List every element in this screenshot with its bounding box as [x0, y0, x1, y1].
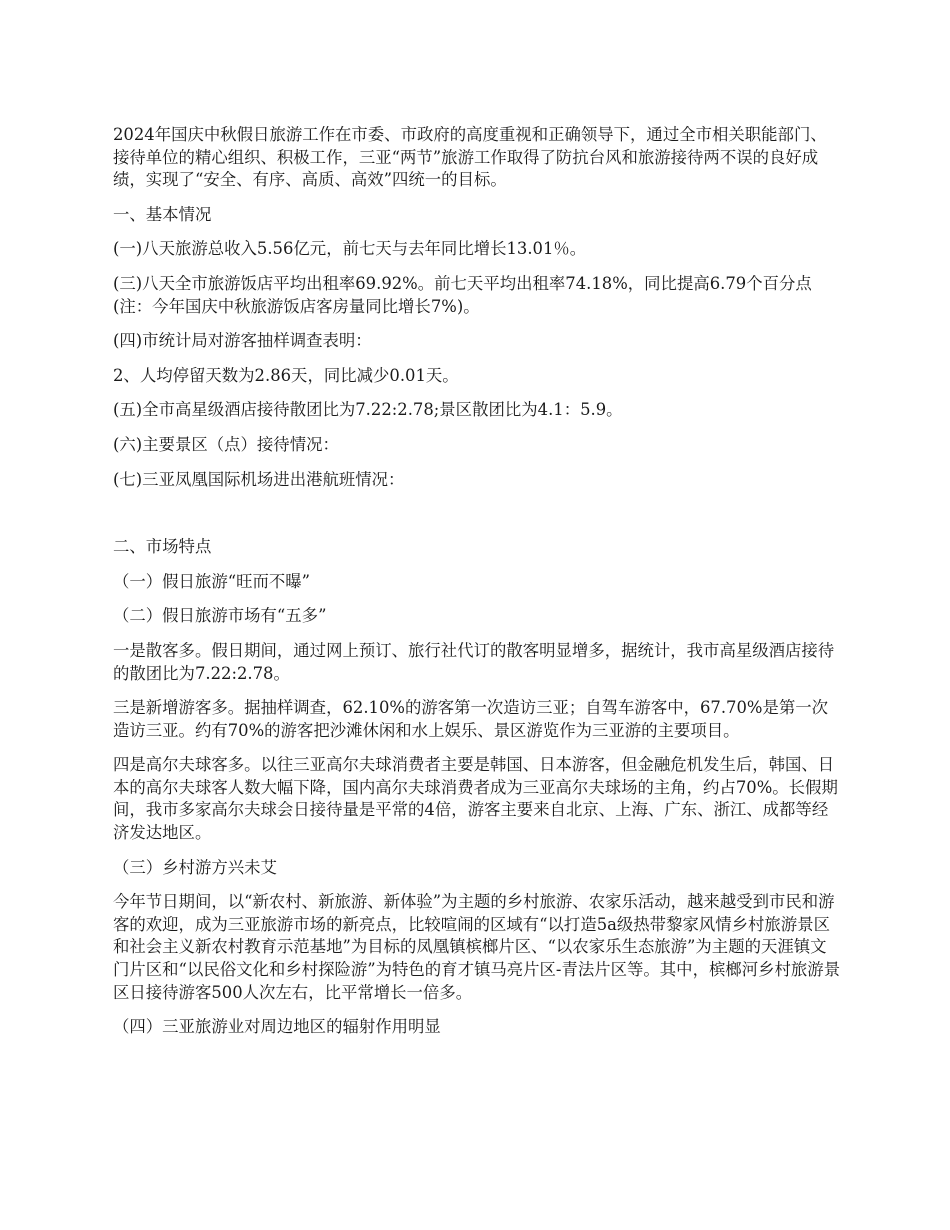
item-hotel-occupancy: (三)八天全市旅游饭店平均出租率69.92%。前七天平均出租率74.18%，同比提高6.79个百分点(注：今年国庆中秋旅游饭店客房量同比增长7%)。: [113, 273, 812, 316]
item-group-ratio: (五)全市高星级酒店接待散团比为7.22:2.78;景区散团比为4.1：5.9。: [113, 400, 623, 420]
item-total-revenue: (一)八天旅游总收入5.56亿元，前七天与去年同比增长13.01％。: [113, 239, 587, 259]
item-airport-flights: (七)三亚凤凰国际机场进出港航班情况：: [113, 469, 405, 489]
paragraph-rural-tourism: 今年节日期间，以“新农村、新旅游、新体验”为主题的乡村旅游、农家乐活动，越来越受到市民和游客的欢迎，成为三亚旅游市场的新亮点，比较喧闹的区域有“以打造5a级热带黎家风情乡村旅游景区和社会主义新农村教育示范基地”为目标的凤凰镇槟榔片区、“以农家乐生态旅游”为主题的天涯镇文门片区和“以民俗文化和乡村探险游”为特色的育才镇马亮片区-青法片区等。其中，槟榔河乡村旅游景区日接待游客500人次左右，比平常增长一倍多。: [113, 892, 841, 1002]
intro-paragraph: 2024年国庆中秋假日旅游工作在市委、市政府的高度重视和正确领导下，通过全市相关职能部门、接待单位的精心组织、积极工作，三亚“两节”旅游工作取得了防抗台风和旅游接待两不误的良好成绩，实现了“安全、有序、高质、高效”四统一的目标。: [113, 125, 827, 190]
document-body: [113, 124, 841, 1051]
paragraph-golf-tourists: 四是高尔夫球客多。以往三亚高尔夫球消费者主要是韩国、日本游客，但金融危机发生后，韩国、日本的高尔夫球客人数大幅下降，国内高尔夫球消费者成为三亚高尔夫球场的主角，约占70%。长假期间，我市多家高尔夫球会日接待量是平常的4倍，游客主要来自北京、上海、广东、浙江、成都等经济发达地区。: [113, 755, 838, 843]
subheading-five-more: （二）假日旅游市场有“五多”: [113, 606, 327, 626]
paragraph-new-tourists: 三是新增游客多。据抽样调查，62.10%的游客第一次造访三亚；自驾车游客中，67.70%是第一次造访三亚。约有70%的游客把沙滩休闲和水上娱乐、景区游览作为三亚游的主要项目。: [113, 698, 829, 740]
subheading-prosperous: （一）假日旅游“旺而不曝”: [113, 571, 311, 591]
section-heading-basic: 一、基本情况: [113, 204, 212, 224]
subheading-radiation-effect: （四）三亚旅游业对周边地区的辐射作用明显: [113, 1017, 441, 1037]
section-heading-market: 二、市场特点: [113, 537, 212, 557]
item-scenic-spots: (六)主要景区（点）接待情况：: [113, 434, 339, 454]
item-stay-days: 2、人均停留天数为2.86天，同比减少0.01天。: [113, 365, 459, 385]
paragraph-individual-tourists: 一是散客多。假日期间，通过网上预订、旅行社代订的散客明显增多，据统计，我市高星级酒店接待的散团比为7.22:2.78。: [113, 640, 835, 683]
item-survey: (四)市统计局对游客抽样调查表明：: [113, 331, 372, 351]
subheading-rural-tourism: （三）乡村游方兴未艾: [113, 857, 277, 877]
